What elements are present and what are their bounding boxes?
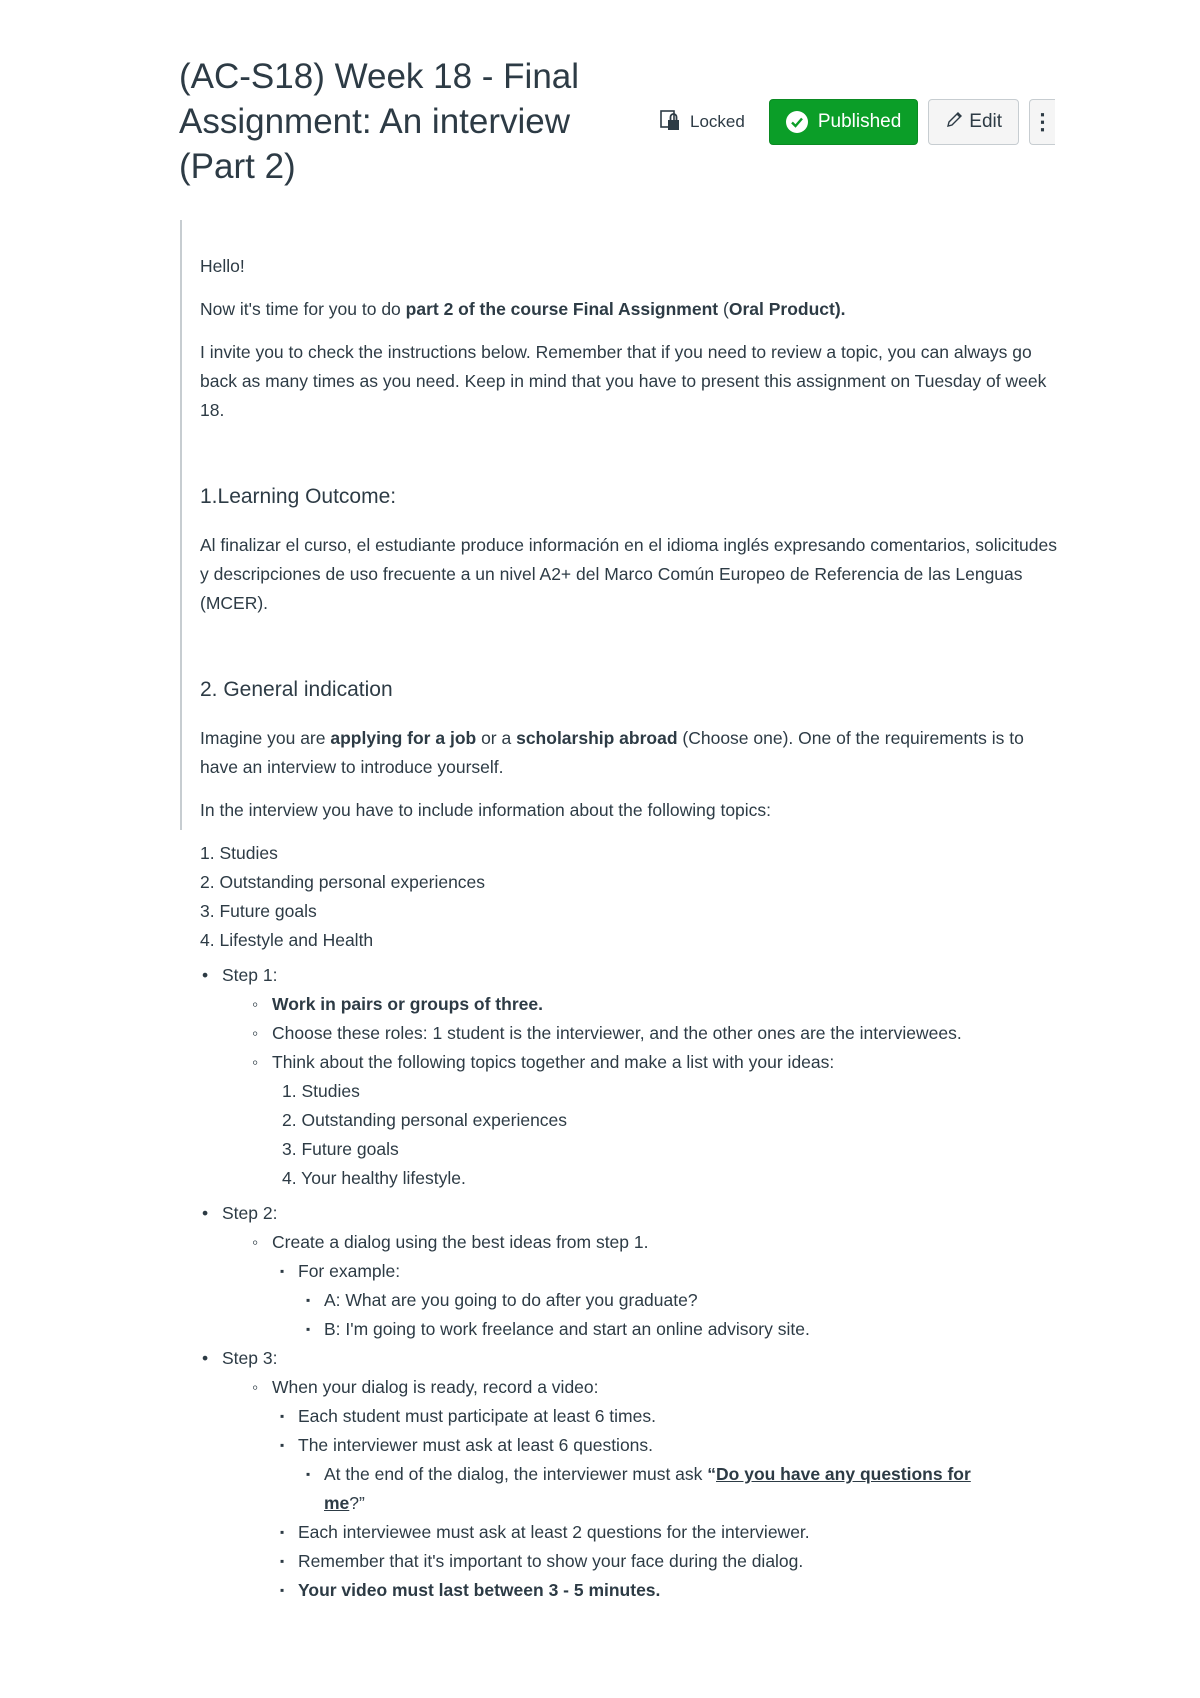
pencil-icon	[945, 109, 969, 135]
list-item: 1. Studies	[200, 843, 278, 863]
locked-status[interactable]	[660, 108, 745, 137]
more-options-button[interactable]	[1029, 99, 1055, 145]
list-item: 4. Lifestyle and Health	[200, 930, 374, 950]
topics-list	[200, 839, 1060, 955]
edit-button[interactable]	[928, 99, 1019, 145]
lock-icon	[660, 108, 690, 137]
step-2-label: Step 2:	[222, 1203, 278, 1223]
text-bold: applying for a job	[330, 728, 477, 748]
text: “	[707, 1464, 717, 1484]
assignment-description	[200, 252, 1060, 1605]
text: The interviewer must ask at least 6 questions.	[298, 1435, 654, 1455]
learning-outcome-heading: 1.Learning Outcome:	[200, 485, 397, 508]
list-item: ▪ Remember that it's important to show your face during the dialog.	[278, 1547, 1060, 1576]
question-link[interactable]: Do you have any questions for me	[324, 1464, 971, 1513]
general-indication-heading: 2. General indication	[200, 678, 393, 701]
step-3	[200, 1344, 1060, 1605]
step-3-label: Step 3:	[222, 1348, 278, 1368]
content-divider	[180, 220, 182, 830]
text: (Choose one). One of the requirements is to have an interview to introduce yourself.	[200, 728, 1024, 777]
list-item: ▪ B: I'm going to work freelance and start an online advisory site.	[304, 1315, 1060, 1344]
list-item: 3. Future goals	[200, 901, 317, 921]
text: At the end of the dialog, the interviewer must ask	[324, 1464, 708, 1484]
assignment-toolbar	[660, 98, 1065, 146]
list-item	[250, 1373, 1060, 1605]
intro-paragraph	[200, 295, 1060, 324]
learning-outcome-text: Al finalizar el curso, el estudiante produce información en el idioma inglés expresando comentarios, solicitudes y descripciones de uso frecuente a un nivel A2+ del Marco Común Europeo de Referencia de las Lenguas (MCER).	[200, 535, 1057, 613]
text: Now it's time for you to do	[200, 299, 406, 319]
list-item	[278, 1431, 1060, 1518]
text: For example:	[298, 1261, 401, 1281]
list-item: ▪ Your video must last between 3 - 5 minutes.	[278, 1576, 1060, 1605]
list-item: ◦ Work in pairs or groups of three.	[250, 990, 1060, 1019]
list-item: 3. Future goals	[282, 1139, 399, 1159]
list-item: 2. Outstanding personal experiences	[282, 1110, 568, 1130]
list-item: ▪ A: What are you going to do after you graduate?	[304, 1286, 1060, 1315]
list-item: 4. Your healthy lifestyle.	[282, 1168, 466, 1188]
steps-list	[200, 961, 1060, 1605]
list-item: ◦ Choose these roles: 1 student is the interviewer, and the other ones are the interviewees.	[250, 1019, 1060, 1048]
locked-label: Locked	[690, 112, 745, 131]
list-item	[250, 1048, 1060, 1193]
instructions-paragraph: I invite you to check the instructions below. Remember that if you need to review a topic, you can always go back as many times as you need. Keep in mind that you have to present this assignment on Tuesday of week 18.	[200, 342, 1047, 420]
published-button[interactable]	[769, 99, 918, 145]
edit-label: Edit	[969, 111, 1003, 132]
step-1	[200, 961, 1060, 1193]
text-bold: Oral Product).	[728, 299, 846, 319]
topics-intro: In the interview you have to include information about the following topics:	[200, 800, 772, 820]
page-title: (AC-S18) Week 18 - Final Assignment: An interview (Part 2)	[179, 57, 580, 186]
text: (	[718, 299, 729, 319]
text: When your dialog is ready, record a video:	[272, 1377, 599, 1397]
text: or a	[476, 728, 517, 748]
list-item	[278, 1257, 1060, 1344]
list-item: 1. Studies	[282, 1081, 360, 1101]
text: Create a dialog using the best ideas from step 1.	[272, 1232, 649, 1252]
step-1-label: Step 1:	[222, 965, 278, 985]
text: Imagine you are	[200, 728, 331, 748]
list-item	[304, 1460, 1004, 1518]
published-label: Published	[817, 111, 902, 132]
list-item	[250, 1228, 1060, 1344]
text-bold: scholarship abroad	[516, 728, 678, 748]
step-2	[200, 1199, 1060, 1344]
text: Think about the following topics together and make a list with your ideas:	[272, 1052, 835, 1072]
list-item: ▪ Each student must participate at least 6 times.	[278, 1402, 1060, 1431]
greeting: Hello!	[200, 256, 245, 276]
text: ?”	[349, 1493, 365, 1513]
checkmark-icon	[786, 111, 808, 133]
list-item: ▪ Each interviewee must ask at least 2 questions for the interviewer.	[278, 1518, 1060, 1547]
more-vertical-icon: ⋮	[1031, 109, 1054, 134]
general-indication-text	[200, 724, 1060, 782]
text-bold: part 2 of the course Final Assignment	[405, 299, 719, 319]
list-item: 2. Outstanding personal experiences	[200, 872, 486, 892]
